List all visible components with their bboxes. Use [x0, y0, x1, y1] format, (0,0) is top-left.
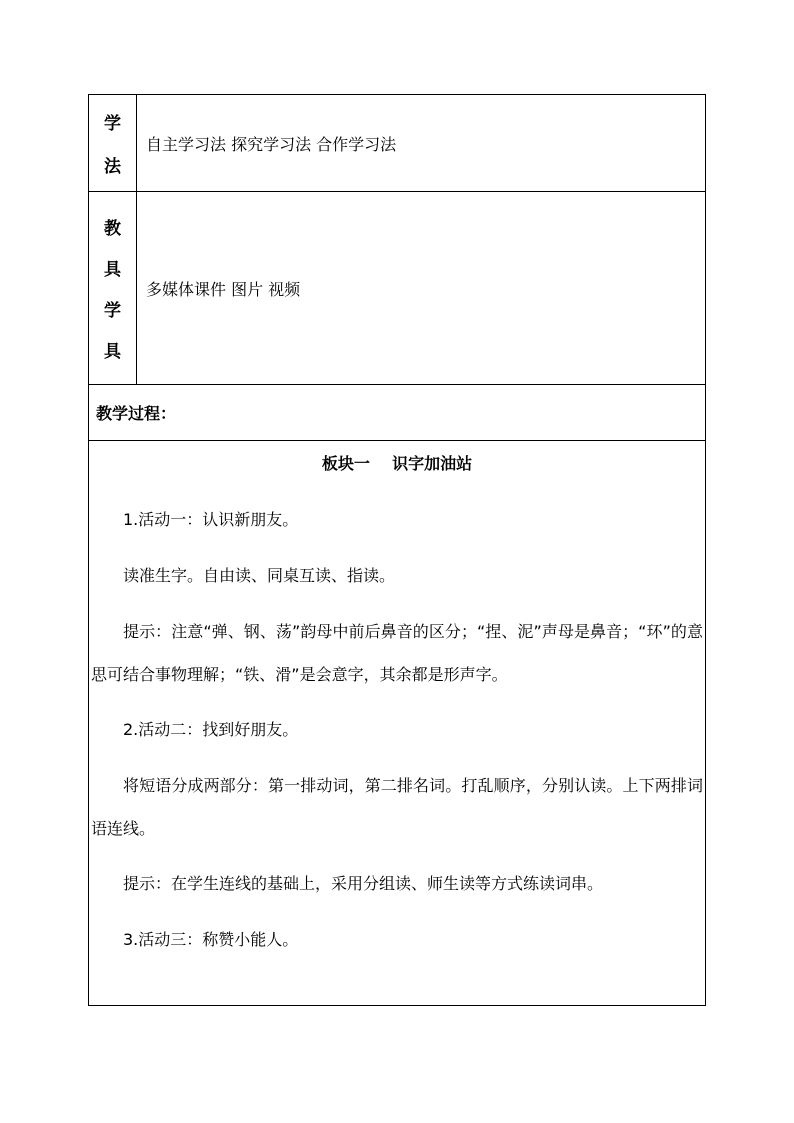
- teaching-aids-row: [89, 192, 706, 385]
- paragraph-hint-1: 提示：注意“弹、钢、荡”韵母中前后鼻音的区分；“捏、泥”声母是鼻音；“环”的意思可结合事物理解；“铁、滑”是会意字，其余都是形声字。: [91, 622, 703, 684]
- lesson-body-cell: [89, 441, 706, 1006]
- learning-method-label-cell: [89, 95, 137, 192]
- paragraph-activity-3: 3.活动三：称赞小能人。: [123, 930, 299, 949]
- label-char: 学: [104, 301, 121, 321]
- label-char: 具: [104, 342, 121, 362]
- lesson-body-row: [89, 441, 706, 1006]
- paragraph-activity-2: 2.活动二：找到好朋友。: [123, 720, 299, 739]
- label-char: 具: [104, 260, 121, 280]
- label-char: 教: [104, 219, 121, 239]
- lesson-plan-table: [88, 94, 706, 1006]
- lesson-body: [89, 441, 705, 953]
- learning-method-row: [89, 95, 706, 192]
- teaching-aids-content: 多媒体课件 图片 视频: [137, 192, 706, 385]
- paragraph-phrases: 将短语分成两部分：第一排动词，第二排名词。打乱顺序，分别认读。上下两排词语连线。: [91, 776, 703, 838]
- teaching-aids-label-cell: [89, 192, 137, 385]
- paragraph-hint-2: 提示：在学生连线的基础上，采用分组读、师生读等方式练读词串。: [123, 874, 604, 893]
- learning-method-label: [89, 109, 136, 177]
- teaching-process-row: [89, 385, 706, 441]
- teaching-process-label: 教学过程：: [89, 385, 706, 441]
- label-char: 学: [104, 114, 121, 134]
- learning-method-content: 自主学习法 探究学习法 合作学习法: [137, 95, 706, 192]
- teaching-aids-label: [89, 214, 136, 362]
- paragraph-reading: 读准生字。自由读、同桌互读、指读。: [123, 566, 396, 585]
- paragraph-activity-1: 1.活动一：认识新朋友。: [123, 510, 299, 529]
- section-title: 板块一 识字加油站: [321, 454, 473, 473]
- label-char: 法: [104, 157, 121, 177]
